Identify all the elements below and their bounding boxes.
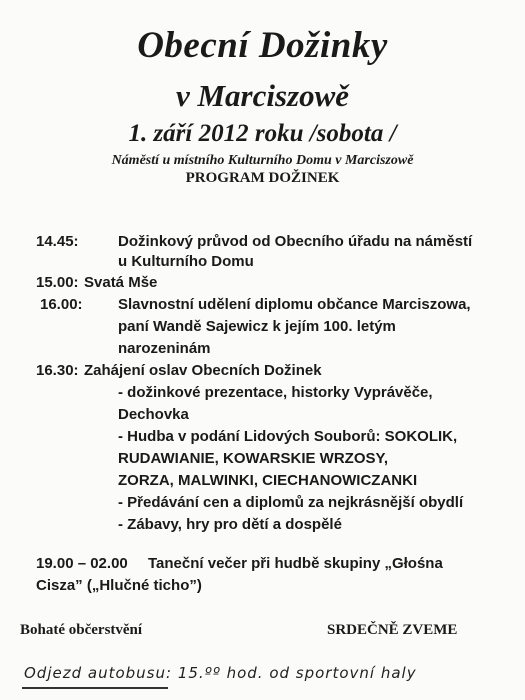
program-line: Cisza” („Hlučné ticho”)	[36, 577, 202, 594]
program-line: Dechovka	[118, 406, 189, 423]
program-line: Taneční večer při hudbě skupiny „Głośna	[148, 555, 443, 572]
handwritten-bus-note: Odjezd autobusu: 15.ºº hod. od sportovní haly	[24, 664, 417, 682]
program-heading: PROGRAM DOŽINEK	[185, 170, 340, 186]
event-place: Náměstí u místního Kulturního Domu v Marciszowě	[111, 153, 414, 168]
program-line: Dožinkový průvod od Obecního úřadu na náměstí	[118, 233, 473, 250]
program-time: 15.00:	[36, 274, 79, 291]
footer-refreshments: Bohaté občerstvění	[20, 622, 143, 638]
document-title: Obecní Dožinky	[137, 25, 388, 66]
program-line: - Zábavy, hry pro dětí a dospělé	[118, 516, 342, 533]
program-line: Svatá Mše	[84, 274, 158, 291]
program-line: - Předávání cen a diplomů za nejkrásnější obydlí	[118, 494, 464, 511]
program-line: paní Wandě Sajewicz k jejím 100. letým	[118, 318, 396, 335]
program-line: - dožinkové prezentace, historky Vyprávěče,	[118, 384, 433, 401]
program-time: 19.00 – 02.00	[36, 555, 128, 572]
program-line: narozeninám	[118, 340, 211, 357]
program-line: - Hudba v podání Lidových Souborů: SOKOLIK,	[118, 428, 458, 445]
footer-invitation: SRDEČNĚ ZVEME	[327, 622, 458, 638]
program-time: 16.30:	[36, 362, 79, 379]
program-line: RUDAWIANIE, KOWARSKIE WRZOSY,	[118, 450, 389, 467]
program-line: ZORZA, MALWINKI, CIECHANOWICZANKI	[118, 472, 418, 489]
event-date: 1. září 2012 roku /sobota /	[128, 120, 397, 147]
program-line: u Kulturního Domu	[118, 253, 254, 270]
handwritten-underline	[22, 687, 168, 689]
program-line: Zahájení oslav Obecních Dožinek	[84, 362, 322, 379]
document-subtitle: v Marciszowě	[175, 78, 350, 113]
program-time: 14.45:	[36, 233, 79, 250]
program-time: 16.00:	[40, 296, 83, 313]
program-line: Slavnostní udělení diplomu občance Marciszowa,	[118, 296, 471, 313]
